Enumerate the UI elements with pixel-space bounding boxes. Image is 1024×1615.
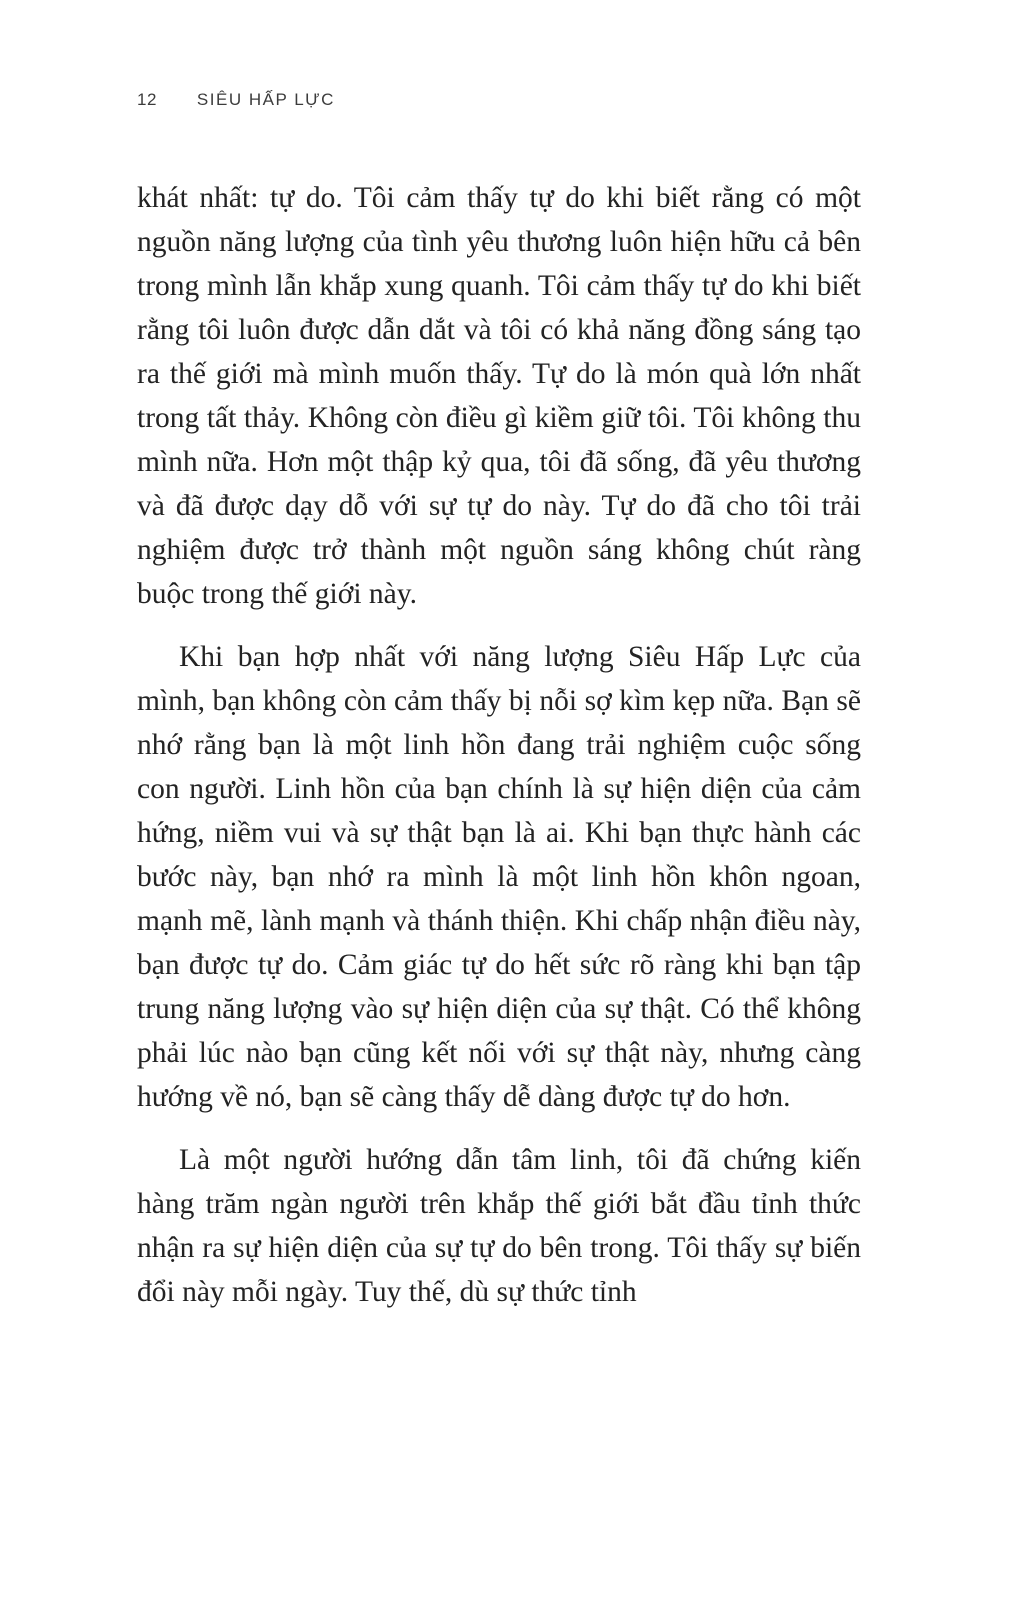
running-title: SIÊU HẤP LỰC xyxy=(196,90,335,109)
paragraph-2: Khi bạn hợp nhất với năng lượng Siêu Hấp Lực của mình, bạn không còn cảm thấy bị nỗi sợ kìm kẹp nữa. Bạn sẽ nhớ rằng bạn là một linh hồn đang trải nghiệm cuộc sống con người. Linh hồn của bạn chính là sự hiện diện của cảm hứng, niềm vui và sự thật bạn là ai. Khi bạn thực hành các bước này, bạn nhớ ra mình là một linh hồn khôn ngoan, mạnh mẽ, lành mạnh và thánh thiện. Khi chấp nhận điều này, bạn được tự do. Cảm giác tự do hết sức rõ ràng khi bạn tập trung năng lượng vào sự hiện diện của sự thật. Có thể không phải lúc nào bạn cũng kết nối với sự thật này, nhưng càng hướng về nó, bạn sẽ càng thấy dễ dàng được tự do hơn. xyxy=(137,641,861,1113)
body-text xyxy=(137,176,861,1314)
running-header xyxy=(137,90,861,110)
page-number: 12 xyxy=(137,90,157,109)
paragraph-3: Là một người hướng dẫn tâm linh, tôi đã chứng kiến hàng trăm ngàn người trên khắp thế giới bắt đầu tỉnh thức nhận ra sự hiện diện của sự tự do bên trong. Tôi thấy sự biến đổi này mỗi ngày. Tuy thế, dù sự thức tỉnh xyxy=(137,1144,861,1308)
paragraph-1: khát nhất: tự do. Tôi cảm thấy tự do khi biết rằng có một nguồn năng lượng của tình yêu thương luôn hiện hữu cả bên trong mình lẫn khắp xung quanh. Tôi cảm thấy tự do khi biết rằng tôi luôn được dẫn dắt và tôi có khả năng đồng sáng tạo ra thế giới mà mình muốn thấy. Tự do là món quà lớn nhất trong tất thảy. Không còn điều gì kiềm giữ tôi. Tôi không thu mình nữa. Hơn một thập kỷ qua, tôi đã sống, đã yêu thương và đã được dạy dỗ với sự tự do này. Tự do đã cho tôi trải nghiệm được trở thành một nguồn sáng không chút ràng buộc trong thế giới này. xyxy=(137,182,861,610)
